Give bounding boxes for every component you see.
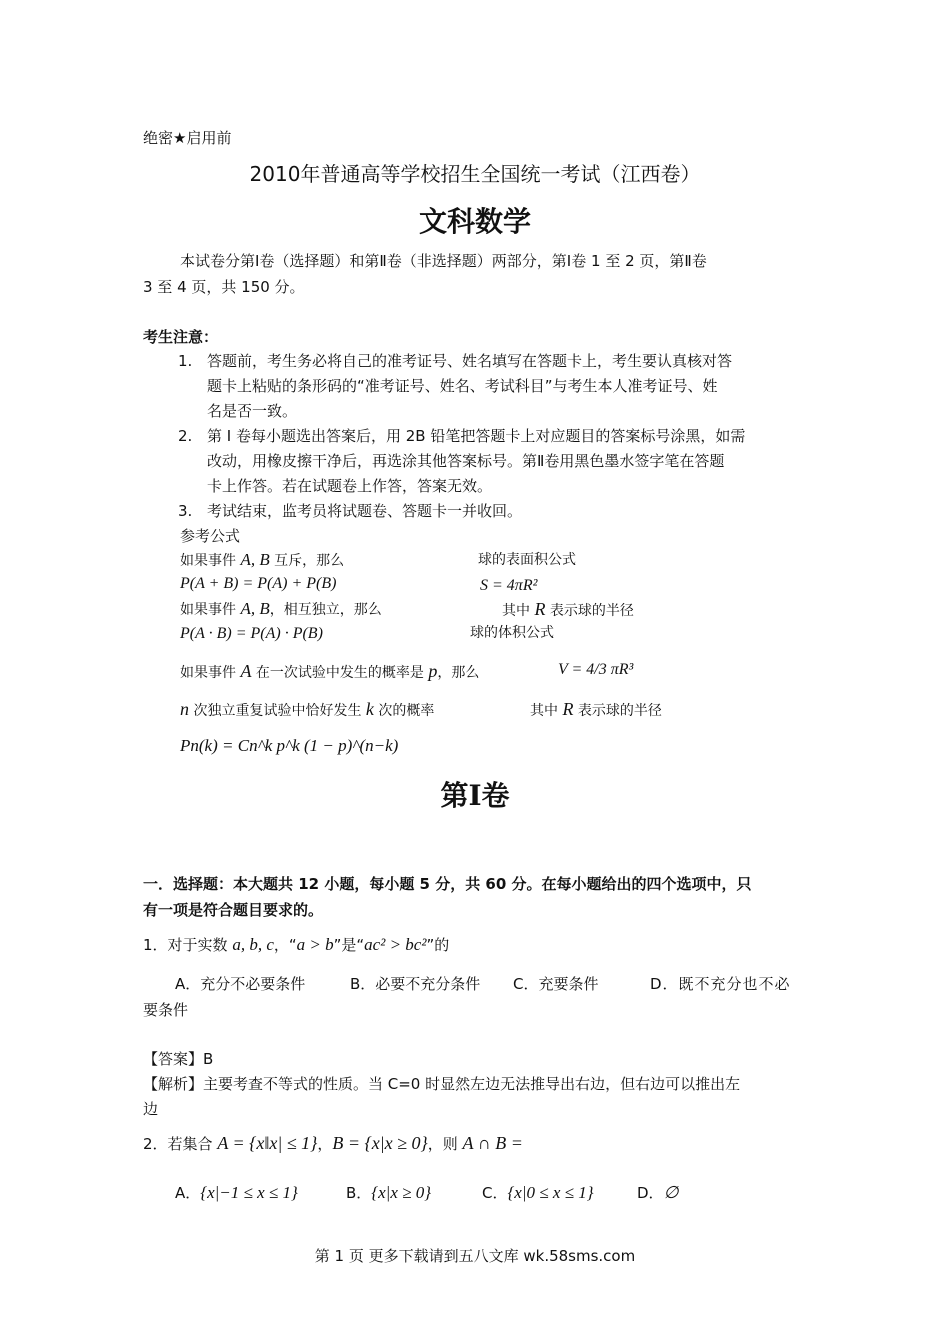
secret-label: 绝密★启用前 [143, 129, 232, 147]
sphere-volume-label: 球的体积公式 [470, 625, 554, 641]
formula-independent-eq: P(A · B) = P(A) · P(B) [180, 625, 323, 642]
question-1-answer: 【答案】B [143, 1050, 214, 1068]
notice-title: 考生注意： [143, 328, 219, 346]
notice-item-line: 卡上作答。若在试题卷上作答，答案无效。 [207, 477, 493, 495]
question-2-option-d[interactable]: D．∅ [637, 1183, 679, 1202]
formula-probability-text: 如果事件 A 在一次试验中发生的概率是 p，那么 [180, 661, 480, 681]
page-footer: 第 1 页 更多下载请到五八文库 wk.58sms.com [314, 1247, 636, 1265]
notice-item-line: 答题前，考生务必将自己的准考证号、姓名填写在答题卡上，考生要认真核对答 [207, 352, 733, 370]
section-heading-line: 一．选择题：本大题共 12 小题，每小题 5 分，共 60 分。在每小题给出的四个选项中，只 [143, 875, 752, 893]
formula-exclusive-eq: P(A + B) = P(A) + P(B) [180, 575, 337, 592]
question-2-option-b[interactable]: B．{x|x ≥ 0} [346, 1183, 431, 1202]
sphere-radius-note: 其中 R 表示球的半径 [530, 699, 662, 719]
question-2-option-a[interactable]: A．{x|−1 ≤ x ≤ 1} [175, 1183, 298, 1202]
notice-item-line: 名是否一致。 [207, 402, 298, 420]
question-2-option-c[interactable]: C．{x|0 ≤ x ≤ 1} [482, 1183, 594, 1202]
formula-exclusive-text: 如果事件 A, B 互斥，那么 [180, 550, 345, 569]
question-1-analysis: 边 [143, 1100, 159, 1118]
option-d-continued: 要条件 [143, 1001, 189, 1019]
notice-item-line: 考试结束，监考员将试题卷、答题卡一并收回。 [207, 502, 523, 520]
intro-line-2: 3 至 4 页，共 150 分。 [143, 278, 305, 296]
volume-title: 第Ⅰ卷 [440, 779, 510, 812]
intro-line-1: 本试卷分第Ⅰ卷（选择题）和第Ⅱ卷（非选择题）两部分，第Ⅰ卷 1 至 2 页，第Ⅱ卷 [180, 252, 707, 270]
sphere-volume-eq: V = 4/3 πR³ [558, 661, 634, 678]
notice-item-num: 3. [178, 502, 193, 520]
notice-item-num: 1. [178, 352, 193, 370]
option-d[interactable]: D．既不充分也不必 [650, 975, 791, 993]
formula-independent-text: 如果事件 A, B，相互独立，那么 [180, 599, 382, 618]
question-1-analysis: 【解析】主要考查不等式的性质。当 C=0 时显然左边无法推导出右边，但右边可以推出左 [143, 1075, 741, 1093]
formulas-title: 参考公式 [180, 527, 241, 545]
formula-bernoulli-eq: Pn(k) = Cn^k p^k (1 − p)^(n−k) [180, 736, 399, 755]
option-c[interactable]: C．充要条件 [513, 975, 599, 993]
formula-bernoulli-text: n 次独立重复试验中恰好发生 k 次的概率 [180, 699, 435, 719]
sphere-area-label: 球的表面积公式 [478, 552, 576, 568]
subject-title: 文科数学 [418, 205, 531, 238]
notice-item-line: 第 I 卷每小题选出答案后，用 2B 铅笔把答题卡上对应题目的答案标号涂黑，如需 [207, 427, 746, 445]
question-1-options [175, 971, 815, 997]
section-heading-line: 有一项是符合题目要求的。 [143, 901, 324, 919]
notice-item-line: 改动，用橡皮擦干净后，再选涂其他答案标号。第Ⅱ卷用黑色墨水签字笔在答题 [207, 452, 725, 470]
exam-title: 2010年普通高等学校招生全国统一考试（江西卷） [249, 162, 701, 186]
option-a[interactable]: A．充分不必要条件 [175, 975, 306, 993]
question-2-stem: 2．若集合 A = {x‖x| ≤ 1}，B = {x|x ≥ 0}，则 A ∩ B = [143, 1133, 523, 1153]
notice-item-num: 2. [178, 427, 193, 445]
option-b[interactable]: B．必要不充分条件 [350, 975, 481, 993]
question-1-stem: 1．对于实数 a, b, c，“a > b”是“ac² > bc²”的 [143, 935, 450, 954]
sphere-area-eq: S = 4πR² [480, 577, 538, 594]
notice-item-line: 题卡上粘贴的条形码的“准考证号、姓名、考试科目”与考生本人准考证号、姓 [207, 377, 718, 395]
sphere-radius-note: 其中 R 表示球的半径 [502, 599, 634, 619]
